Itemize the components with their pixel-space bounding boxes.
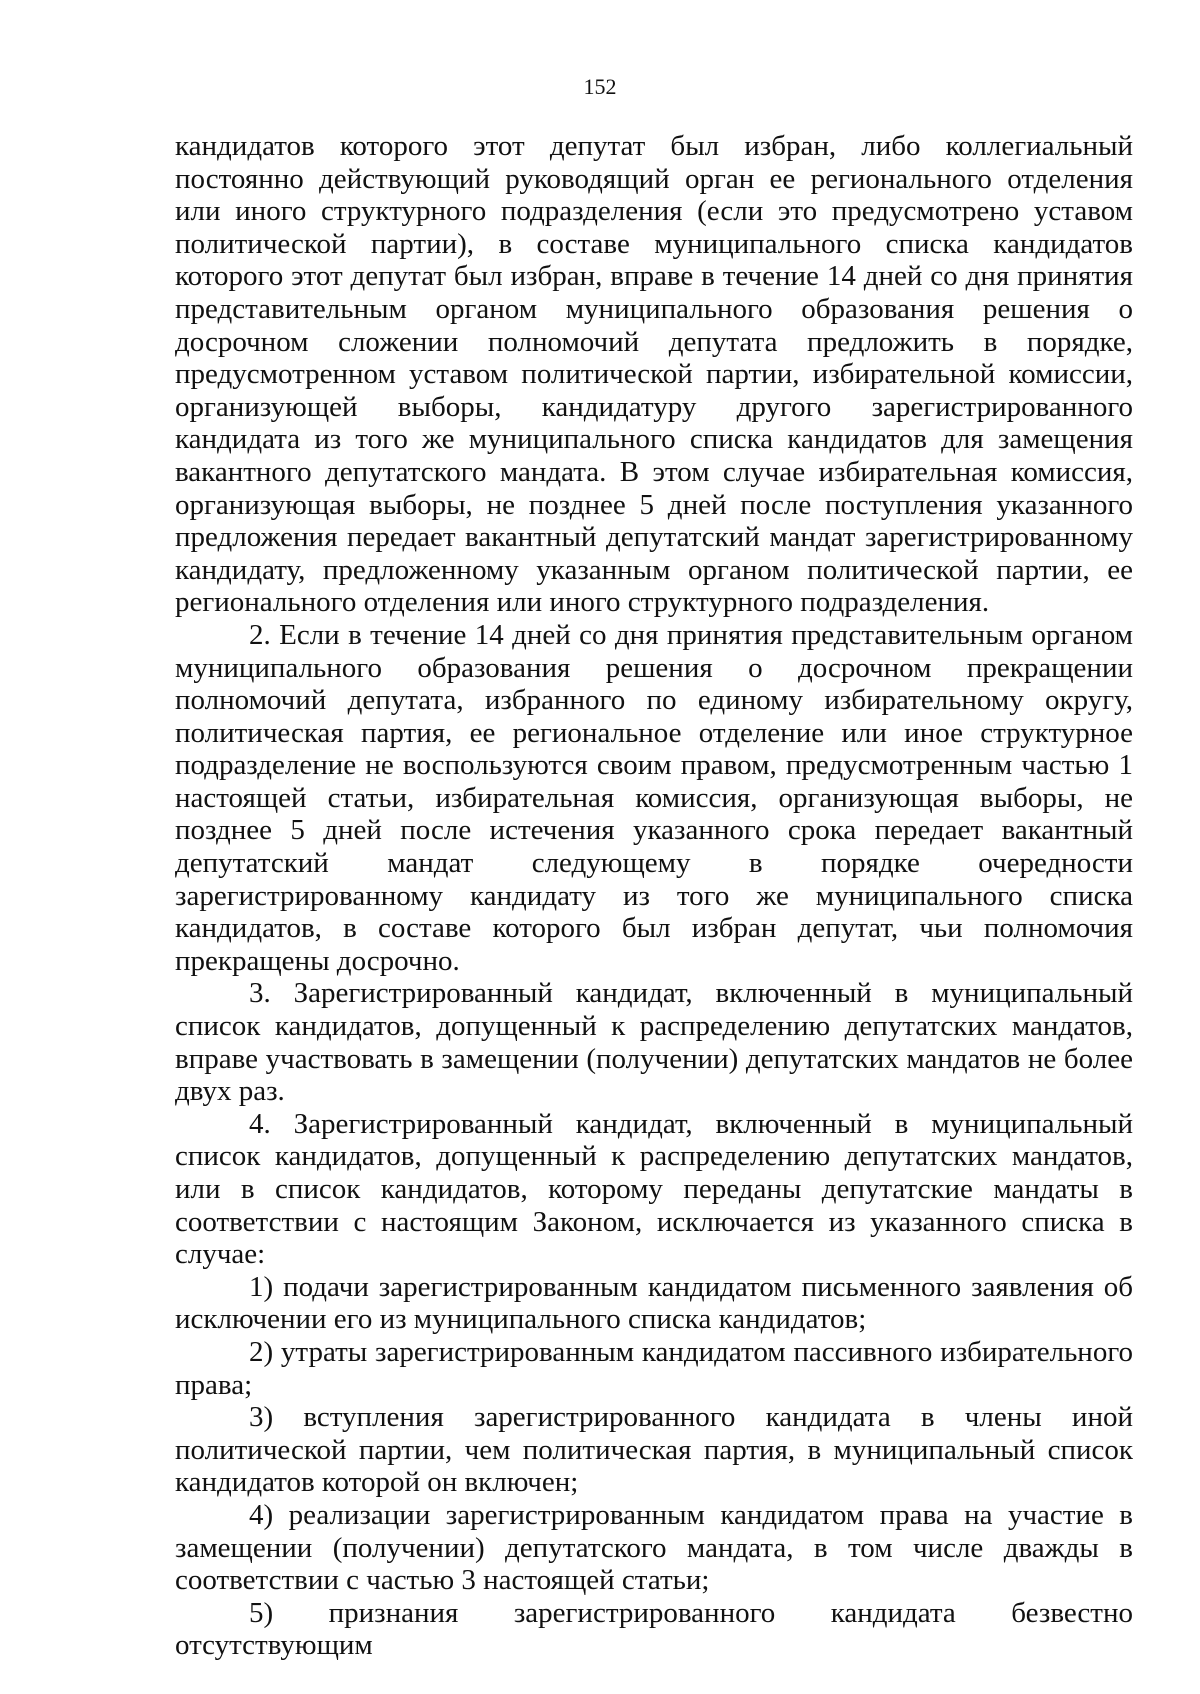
paragraph-item-2: 2. Если в течение 14 дней со дня принятия представительным органом муниципального образования решения о досрочном прекращении полномочий депутата, избранного по единому избирательному округу, политическая партия, ее региональное отделение или иное структурное подразделение не воспользуются своим правом, предусмотренным частью 1 настоящей статьи, избирательная комиссия, организующая выборы, не позднее 5 дней после истечения указанного срока передает вакантный депутатский мандат следующему в порядке очередности зарегистрированному кандидату из того же муниципального списка кандидатов, в составе которого был избран депутат, чьи полномочия прекращены досрочно. <box>175 618 1133 977</box>
list-item-3: 3) вступления зарегистрированного кандидата в члены иной политической партии, чем политическая партия, в муниципальный список кандидатов которой он включен; <box>175 1401 1133 1499</box>
paragraph-continuation: кандидатов которого этот депутат был избран, либо коллегиальный постоянно действующий руководящий орган ее регионального отделения или иного структурного подразделения (если это предусмотрено уставом политической партии), в составе муниципального списка кандидатов которого этот депутат был избран, вправе в течение 14 дней со дня принятия представительным органом муниципального образования решения о досрочном сложении полномочий депутата предложить в порядке, предусмотренном уставом политической партии, избирательной комиссии, организующей выборы, кандидатуру другого зарегистрированного кандидата из того же муниципального списка кандидатов для замещения вакантного депутатского мандата. В этом случае избирательная комиссия, организующая выборы, не позднее 5 дней после поступления указанного предложения передает вакантный депутатский мандат зарегистрированному кандидату, предложенному указанным органом политической партии, ее регионального отделения или иного структурного подразделения. <box>175 130 1133 619</box>
paragraph-item-3: 3. Зарегистрированный кандидат, включенный в муниципальный список кандидатов, допущенный к распределению депутатских мандатов, вправе участвовать в замещении (получении) депутатских мандатов не более двух раз. <box>175 977 1133 1108</box>
list-item-5: 5) признания зарегистрированного кандидата безвестно отсутствующим <box>175 1596 1133 1662</box>
page-number: 152 <box>583 74 617 99</box>
list-item-4: 4) реализации зарегистрированным кандидатом права на участие в замещении (получении) депутатского мандата, в том числе дважды в соответствии с частью 3 настоящей статьи; <box>175 1498 1133 1597</box>
document-body <box>175 130 1133 1662</box>
list-item-1: 1) подачи зарегистрированным кандидатом письменного заявления об исключении его из муниципального списка кандидатов; <box>175 1270 1133 1336</box>
paragraph-item-4: 4. Зарегистрированный кандидат, включенный в муниципальный список кандидатов, допущенный к распределению депутатских мандатов, или в список кандидатов, которому переданы депутатские мандаты в соответствии с настоящим Законом, исключается из указанного списка в случае: <box>175 1107 1133 1271</box>
list-item-2: 2) утраты зарегистрированным кандидатом пассивного избирательного права; <box>175 1335 1133 1401</box>
